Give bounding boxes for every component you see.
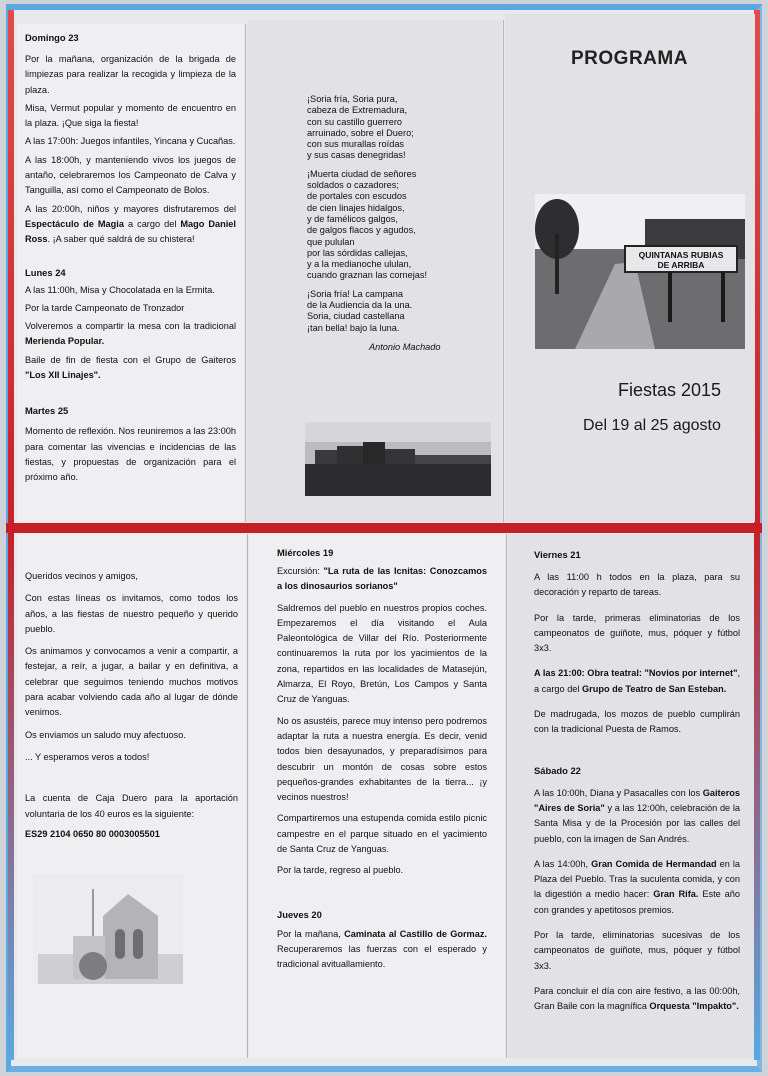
merienda-popular: Merienda Popular. [25,336,105,347]
sign-text-1: QUINTANAS RUBIAS [638,250,724,260]
fold-line [247,534,248,1058]
hermitage-photo [33,874,183,984]
castillo-gormaz: Caminata al Castillo de Gormaz. [344,928,487,939]
welcome-p4: ... Y esperamos veros a todos! [25,751,150,762]
miercoles-p1: Saldremos del pueblo en nuestros propios coches. Empezaremos el día visitando el Aula Paleontológica de Villar del Río. Posteriormente continuaremos la ruta por los yacimientos de la zona, repartidos en las localidades de Matasejún, Almarza, El Royo, Bretún, Los Campos y Santa Cruz de Yanguas. [277,602,487,705]
gaiteros-aires: Gaiteros "Aires de Soria" [534,787,740,813]
viernes-p4: De madrugada, los mozos de pueblo cumplirán con la tradicional Puesta de Ramos. [534,709,740,735]
jueves-c: Recuperaremos las fuerzas con el esperado y tradicional avituallamiento. [277,943,487,970]
poem-stanza-3: ¡Soria fría! La campana de la Audiencia da la una. Soria, ciudad castellana ¡tan bella! bajo la luna. [307,288,413,333]
orquesta-impakto: Orquesta "Impakto". [649,1001,739,1012]
magic-show: Espectáculo de Magia [25,218,124,229]
iban-number: ES29 2104 0650 80 0003005501 [25,828,160,839]
viernes-p2: Por la tarde, primeras eliminatorias de los campeonatos de guiñote, mus, póquer y fútbol 3x3. [534,612,740,654]
excursion [277,564,487,595]
domingo-p5-a: A las 20:00h, niños y mayores disfrutaremos del [25,203,236,214]
magician-name: Mago Daniel Ross [25,218,236,245]
sabado-p3: Por la tarde, eliminatorias sucesivas de los campeonatos de guiñote, mus, póquer y fútbol 3x3. [534,930,740,971]
viernes-p3-b: , a cargo del [534,668,740,694]
miercoles-p2: No os asustéis, parece muy intenso pero podremos adaptar la ruta a nuestra energía. Es decir, venid todos bien desayunados, y preparadísimos para descubrir un montón de cosas sobre estos pequeños-grandes exhabitantes de la tierra... ¡y vecinos nuestros! [277,715,487,803]
grupo-teatro: Grupo de Teatro de San Esteban. [582,683,727,694]
domingo-p1: Por la mañana, organización de la brigada de limpiezas para realizar la recogida y limpieza de la plaza. [25,54,236,95]
sabado-p2-c: en la Plaza del Pueblo. Tras la suculenta comida, y con la digestión a medio hacer: [534,858,740,900]
festival-dates: Del 19 al 25 agosto [583,417,721,434]
domingo-p2: Misa, Vermut popular y momento de encuentro en la plaza. ¡Que siga la fiesta! [25,102,236,129]
sabado-p1 [534,786,740,847]
domingo-heading: Domingo 23 [25,32,79,43]
fiestas-year: Fiestas 2015 [618,380,722,400]
panel-viernes-sabado [508,534,754,1058]
lunes-p3-a: Volveremos a compartir la mesa con la tradicional [25,321,236,332]
viernes-p3 [534,666,740,697]
lunes-p4 [25,353,236,384]
panel-domingo-lunes-martes [17,24,244,522]
sign-text-2: DE ARRIBA [657,260,705,270]
jueves-heading: Jueves 20 [277,908,322,920]
martes-heading: Martes 25 [25,405,69,417]
sabado-p1-a: A las 10:00h, Diana y Pasacalles con los [534,787,703,798]
sabado-p1-c: y a las 12:00h, celebración de la Santa Misa y de la Procesión por las calles del pueblo, con la imagen de San Andrés. [534,802,741,844]
miercoles-p4: Por la tarde, regreso al pueblo. [277,865,404,876]
sabado-p4-a: Para concluir el día con aire festivo, a las 00:00h, Gran Baile con la magnífica [534,985,740,1012]
viernes-p1: A las 11:00 h todos en la plaza, para su decoración y reparto de tareas. [534,572,740,598]
excursion-label: Excursión: [277,566,324,576]
fold-line [245,24,246,522]
gaiteros-name: "Los XII Linajes". [25,370,101,381]
welcome-p1: Con estas líneas os invitamos, como todos los años, a las fiestas de nuestro pequeño y querido pueblo. [25,593,238,634]
domingo-p4: A las 18:00h, y manteniendo vivos los juegos de antaño, celebraremos los Campeonato de Calva y Tanguilla, así como el Campeonato de Bolos. [25,154,236,196]
village-sign-photo [535,194,745,349]
panel-welcome [17,534,246,1058]
sabado-p4 [534,984,740,1015]
bank-account-note: La cuenta de Caja Duero para la aportación voluntaria de los 40 euros es la siguiente: [25,793,238,819]
miercoles-heading: Miércoles 19 [277,547,334,558]
panel-miercoles-jueves [249,534,505,1058]
lunes-p1: A las 11:00h, Misa y Chocolatada en la Ermita. [25,284,215,295]
domingo-p5-c: a cargo del [123,218,181,229]
welcome-p2: Os animamos y convocamos a venir a compartir, a festejar, a reír, a jugar, a bailar y en definitiva, a celebrar que seguimos teniendo muchos motivos para acabar volviendo cada año al lugar de dónde venimos. [25,646,238,718]
viernes-heading: Viernes 21 [534,549,581,560]
lunes-p2: Por la tarde Campeonato de Tronzador [25,302,185,313]
obra-teatral: A las 21:00: Obra teatral: "Novios por internet" [534,668,738,679]
poem-author: Antonio Machado [369,341,441,352]
panel-cover [505,14,755,522]
poem-stanza-1: ¡Soria fría, Soria pura, cabeza de Extremadura, con su castillo guerrero arruinado, sobre el Duero; con sus murallas roídas y sus casas denegridas! [307,94,414,161]
lunes-heading: Lunes 24 [25,266,66,278]
fold-line [506,534,507,1058]
programa-title: PROGRAMA [571,48,688,69]
domingo-p5-e: . ¡A saber qué saldrá de su chistera! [47,234,195,245]
excursion-title: "La ruta de las Icnitas: Conozcamos a los dinosaurios sorianos" [277,566,487,592]
soria-landscape-photo [305,422,491,496]
lunes-p3 [25,319,236,350]
sabado-p2-a: A las 14:00h, [534,858,592,869]
greeting: Queridos vecinos y amigos, [25,571,138,581]
sabado-heading: Sábado 22 [534,764,581,776]
miercoles-p3: Compartiremos una estupenda comida estilo picnic campestre en el parque situado en el yacimiento de Santa Cruz de Yanguas. [277,813,487,855]
comida-hermandad: Gran Comida de Hermandad [591,858,717,869]
welcome-p3: Os enviamos un saludo muy afectuoso. [25,729,186,740]
poem-stanza-2: ¡Muerta ciudad de señores soldados o cazadores; de portales con escudos de cien linajes hidalgos, y de famélicos galgos, de galgos flacos y agudos, que pululan por las sórdidas callejas, y a la medianoche ululan, cuando graznan las cornejas! [307,168,428,281]
sabado-p2-e: Este año con grandes y apetitosos premios. [534,889,741,915]
left-red-edge [8,10,14,1060]
center-red-band [6,523,762,533]
sabado-p2 [534,857,740,918]
gran-rifa: Gran Rifa. [653,889,699,900]
fold-line [503,20,504,522]
jueves-a: Por la mañana, [277,928,345,939]
martes-p1: Momento de reflexión. Nos reuniremos a las 23:00h para comentar las vivencias e incidencias de las fiestas, y propuestas de organización para el próximo año. [25,426,236,483]
lunes-p4-a: Baile de fin de fiesta con el Grupo de Gaiteros [25,354,236,365]
jueves-p1 [277,927,487,973]
domingo-p3: A las 17:00h: Juegos infantiles, Yincana y Cucañas. [25,136,236,147]
panel-poem [247,20,502,522]
domingo-p5 [25,202,236,248]
